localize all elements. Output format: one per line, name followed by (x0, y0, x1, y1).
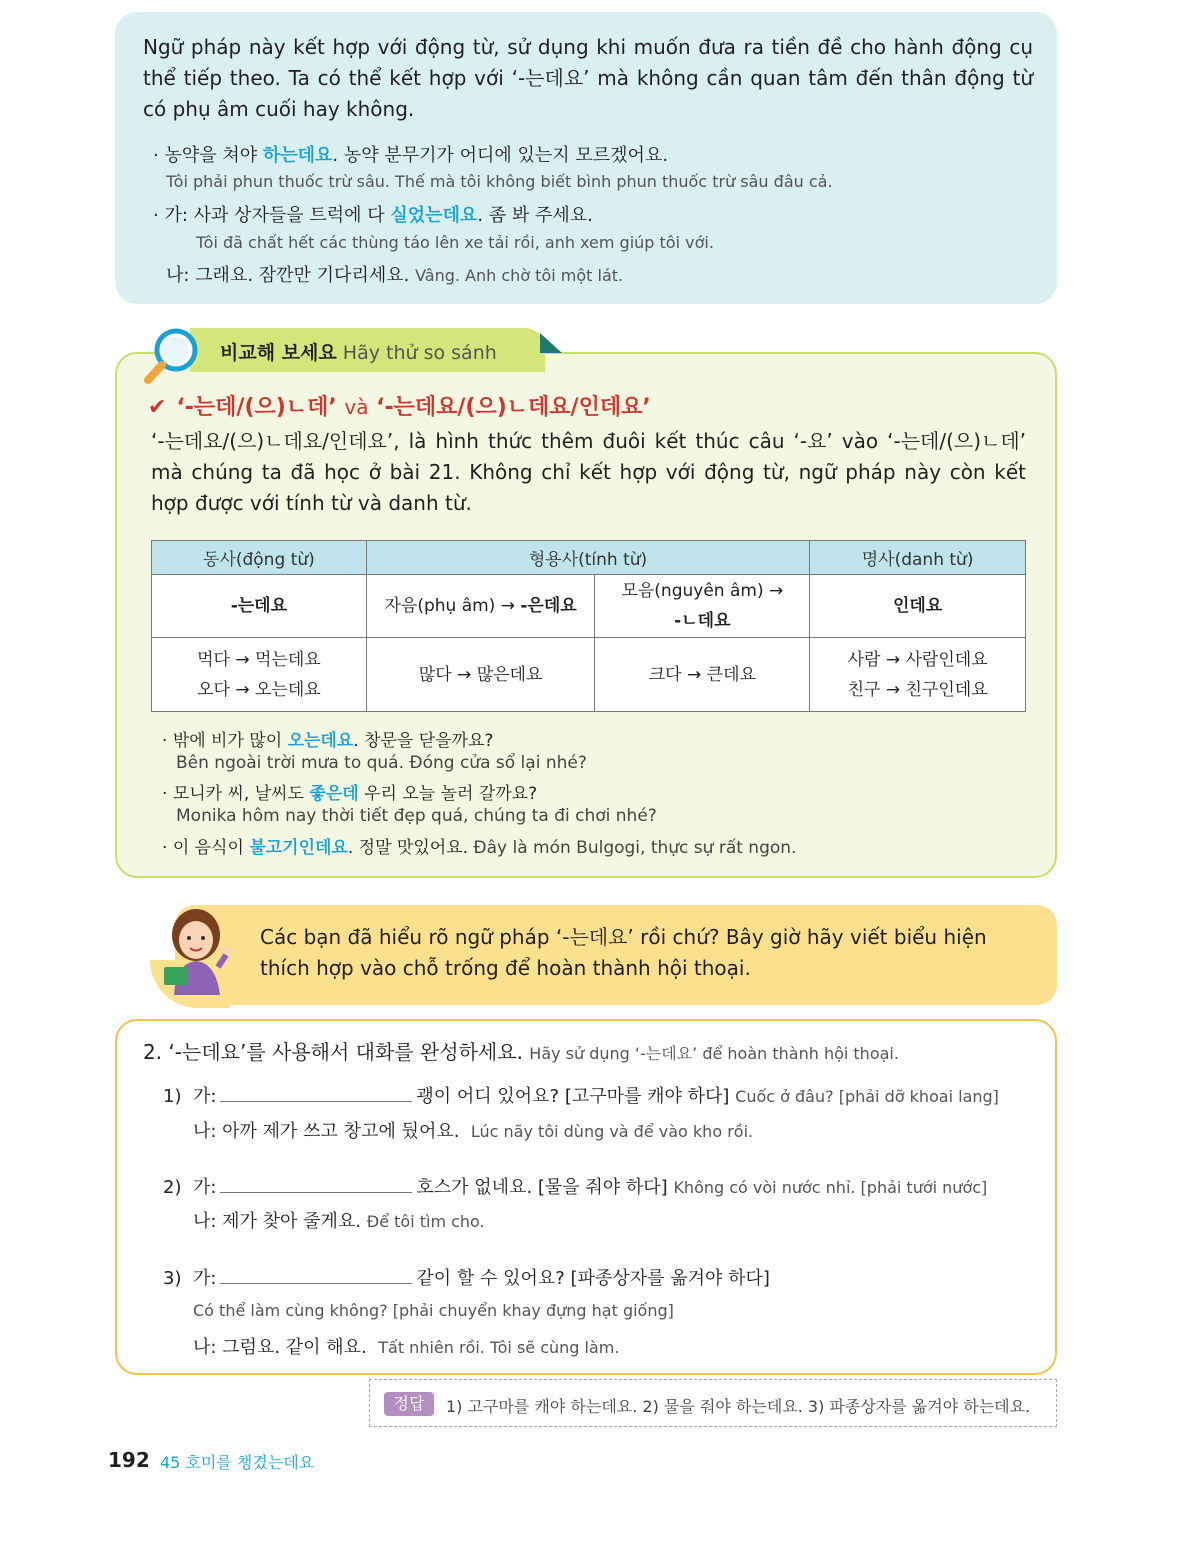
page-number: 192 (108, 1448, 150, 1472)
cell-adj-example-2: 크다 → 큰데요 (595, 638, 810, 712)
table-header-row (152, 541, 1026, 575)
compare-example-1-translation: Bên ngoài trời mưa to quá. Đóng cửa sổ lại nhé? (176, 753, 587, 773)
example-3: 나: 그래요. 잠깐만 기다리세요. Vâng. Anh chờ tôi một lát. (166, 265, 624, 286)
compare-example-1: · 밖에 비가 많이 오는데요. 창문을 닫을까요? (162, 731, 494, 751)
magnifier-icon (140, 326, 202, 386)
example-2-translation: Tôi đã chất hết các thùng táo lên xe tải rồi, anh xem giúp tôi với. (196, 233, 714, 252)
exercise-q1-b: 나: 아까 제가 쓰고 창고에 뒀어요. Lúc nãy tôi dùng và để vào kho rồi. (193, 1121, 754, 1142)
cell-verb-ending: -는데요 (152, 575, 367, 638)
header-adjective: 형용사(tính từ) (366, 541, 809, 575)
header-noun: 명사(danh từ) (810, 541, 1026, 575)
example-1: · 농약을 쳐야 하는데요. 농약 분무기가 어디에 있는지 모르겠어요. (153, 145, 669, 166)
exercise-q3-a: 3) 가: 같이 할 수 있어요? [파종상자를 옮겨야 하다] (163, 1268, 770, 1289)
compare-tab-label: 비교해 보세요 Hãy thử so sánh (220, 342, 497, 364)
example-2: · 가: 사과 상자들을 트럭에 다 실었는데요. 좀 봐 주세요. (153, 205, 593, 226)
answer-text: 1) 고구마를 캐야 하는데요. 2) 물을 줘야 하는데요. 3) 파종상자를 옮겨야 하는데요. (446, 1397, 1031, 1416)
compare-description: ‘-는데요/(으)ㄴ데요/인데요’, là hình thức thêm đuôi kết thúc câu ‘-요’ vào ‘-는데/(으)ㄴ데’ mà chúng ta đã học ở bài 21. Không chỉ kết hợp với động từ, ngữ pháp này còn kết hợp được với tính từ và danh từ. (151, 429, 1026, 515)
exercise-title: 2. ‘-는데요’를 사용해서 대화를 완성하세요. Hãy sử dụng ‘-는데요’ để hoàn thành hội thoại. (143, 1040, 899, 1064)
exercise-q2-b: 나: 제가 찾아 줄게요. Để tôi tìm cho. (193, 1211, 485, 1232)
compare-example-3: · 이 음식이 불고기인데요. 정말 맛있어요. Đây là món Bulgogi, thực sự rất ngon. (162, 838, 797, 858)
cell-verb-examples: 먹다 → 먹는데요 오다 → 오는데요 (152, 638, 367, 712)
teacher-avatar (158, 905, 242, 995)
cell-noun-ending: 인데요 (810, 575, 1026, 638)
tab-fold (540, 333, 562, 353)
answer-blank-2[interactable] (220, 1175, 412, 1193)
answer-key (369, 1379, 1057, 1427)
answer-tag: 정답 (384, 1392, 434, 1416)
table-row (152, 575, 1026, 638)
exercise-q3-a-translation: Có thể làm cùng không? [phải chuyển khay đựng hạt giống] (193, 1301, 674, 1320)
cell-noun-examples: 사람 → 사람인데요 친구 → 친구인데요 (810, 638, 1026, 712)
cell-adj-example-1: 많다 → 많은데요 (366, 638, 595, 712)
compare-example-2: · 모니카 씨, 날씨도 좋은데 우리 오늘 놀러 갈까요? (162, 784, 538, 804)
exercise-q1-a: 1) 가: 괭이 어디 있어요? [고구마를 캐야 하다] Cuốc ở đâu? [phải dỡ khoai lang] (163, 1086, 999, 1107)
intro-paragraph: Ngữ pháp này kết hợp với động từ, sử dụng khi muốn đưa ra tiền đề cho hành động cụ thể tiếp theo. Ta có thể kết hợp với ‘-는데요’ mà không cần quan tâm đến thân động từ có phụ âm cuối hay không. (143, 35, 1033, 121)
check-icon: ✔ (148, 395, 167, 420)
cell-vowel-ending: 모음(nguyên âm) → -ㄴ데요 (595, 575, 810, 638)
header-verb: 동사(động từ) (152, 541, 367, 575)
compare-example-2-translation: Monika hôm nay thời tiết đẹp quá, chúng ta đi chơi nhé? (176, 806, 657, 826)
conjugation-table (151, 540, 1026, 712)
answer-blank-1[interactable] (220, 1084, 412, 1102)
cell-consonant-ending: 자음(phụ âm) → -은데요 (366, 575, 595, 638)
example-1-translation: Tôi phải phun thuốc trừ sâu. Thế mà tôi không biết bình phun thuốc trừ sâu đâu cả. (166, 172, 833, 191)
exercise-q3-b: 나: 그럼요. 같이 해요. Tất nhiên rồi. Tôi sẽ cùng làm. (193, 1337, 620, 1358)
compare-title: ✔ ‘-는데/(으)ㄴ데’ và ‘-는데요/(으)ㄴ데요/인데요’ (148, 395, 651, 420)
table-row (152, 638, 1026, 712)
lesson-title: 45 호미를 챙겼는데요 (160, 1453, 315, 1472)
tip-text: Các bạn đã hiểu rõ ngữ pháp ‘-는데요’ rồi chứ? Bây giờ hãy viết biểu hiện thích hợp vào chỗ trống để hoàn thành hội thoại. (260, 925, 987, 980)
answer-blank-3[interactable] (220, 1266, 412, 1284)
exercise-q2-a: 2) 가: 호스가 없네요. [물을 줘야 하다] Không có vòi nước nhỉ. [phải tưới nước] (163, 1177, 988, 1198)
